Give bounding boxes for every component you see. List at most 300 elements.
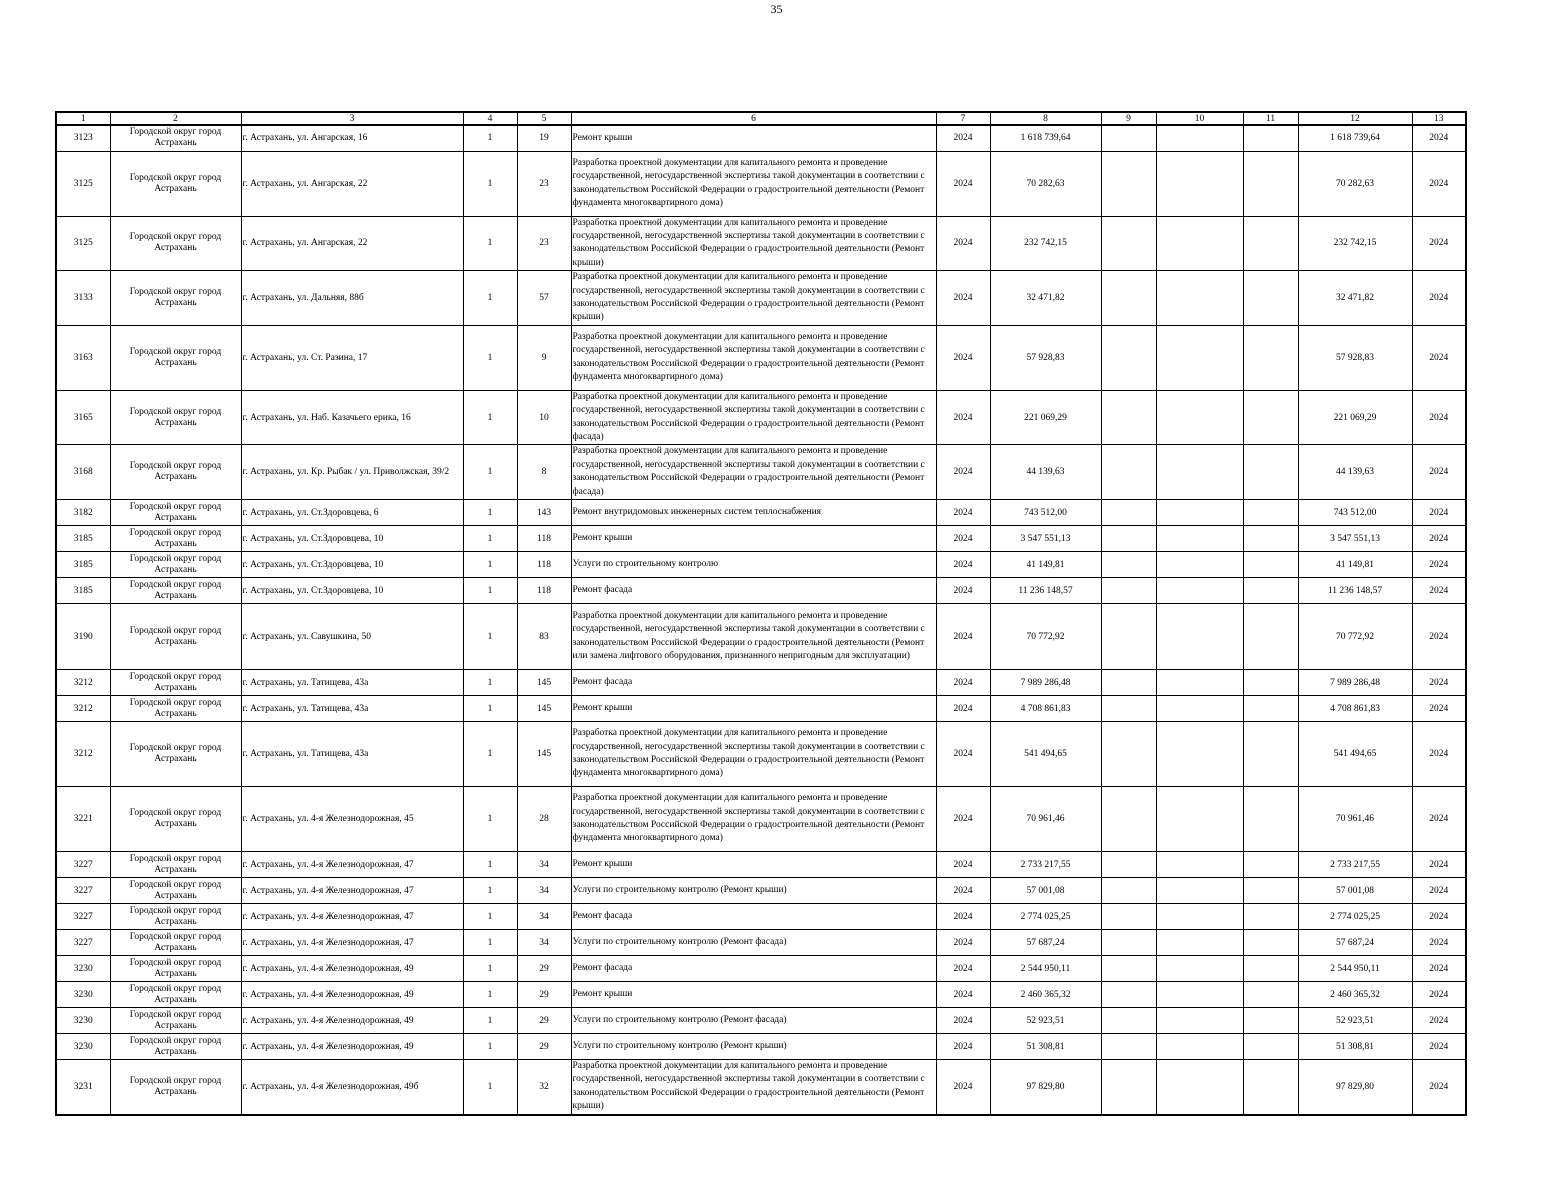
- work-description-cell: Разработка проектной документации для капитального ремонта и проведение государственной, негосударственной экспертизы такой документации в соответствии с законодательством Российской Федерации о градостроительной деятельности (Ремонт или замена лифтового оборудования, признанного непригодным для эксплуатации): [571, 604, 936, 670]
- column-header: 6: [571, 112, 936, 125]
- col4-cell: 1: [463, 151, 517, 216]
- work-description-cell: Разработка проектной документации для капитального ремонта и проведение государственной, негосударственной экспертизы такой документации в соответствии с законодательством Российской Федерации о градостроительной деятельности (Ремонт фасада): [571, 390, 936, 445]
- address-cell: г. Астрахань, ул. Ангарская, 22: [241, 216, 463, 271]
- municipality-cell: Городской округ город Астрахань: [110, 271, 241, 326]
- col13-cell: 2024: [1412, 526, 1466, 552]
- col13-cell: 2024: [1412, 930, 1466, 956]
- year-cell: 2024: [936, 325, 990, 390]
- address-cell: г. Астрахань, ул. Ст.Здоровцева, 10: [241, 552, 463, 578]
- col12-cell: 2 544 950,11: [1298, 956, 1412, 982]
- col12-cell: 4 708 861,83: [1298, 696, 1412, 722]
- table-row: [56, 526, 1466, 552]
- work-description-cell: Ремонт крыши: [571, 696, 936, 722]
- municipality-cell: Городской округ город Астрахань: [110, 1060, 241, 1115]
- id-cell: 3125: [56, 216, 110, 271]
- table-row: [56, 878, 1466, 904]
- col10-cell: [1156, 216, 1243, 271]
- col5-cell: 118: [517, 526, 571, 552]
- cost-cell: 1 618 739,64: [990, 125, 1101, 151]
- col5-cell: 143: [517, 500, 571, 526]
- col10-cell: [1156, 878, 1243, 904]
- address-cell: г. Астрахань, ул. Ст.Здоровцева, 10: [241, 578, 463, 604]
- col11-cell: [1243, 1008, 1298, 1034]
- id-cell: 3227: [56, 930, 110, 956]
- table-row: [56, 852, 1466, 878]
- col13-cell: 2024: [1412, 604, 1466, 670]
- cost-cell: 4 708 861,83: [990, 696, 1101, 722]
- col4-cell: 1: [463, 390, 517, 445]
- address-cell: г. Астрахань, ул. Ст.Здоровцева, 6: [241, 500, 463, 526]
- table-row: [56, 696, 1466, 722]
- col10-cell: [1156, 552, 1243, 578]
- col4-cell: 1: [463, 526, 517, 552]
- work-description-cell: Услуги по строительному контролю (Ремонт крыши): [571, 878, 936, 904]
- repair-plan-table: [55, 111, 1467, 1116]
- work-description-cell: Ремонт внутридомовых инженерных систем теплоснабжения: [571, 500, 936, 526]
- year-cell: 2024: [936, 526, 990, 552]
- municipality-cell: Городской округ город Астрахань: [110, 578, 241, 604]
- id-cell: 3133: [56, 271, 110, 326]
- id-cell: 3227: [56, 878, 110, 904]
- year-cell: 2024: [936, 1008, 990, 1034]
- year-cell: 2024: [936, 696, 990, 722]
- col5-cell: 28: [517, 787, 571, 852]
- col10-cell: [1156, 787, 1243, 852]
- municipality-cell: Городской округ город Астрахань: [110, 604, 241, 670]
- id-cell: 3230: [56, 1008, 110, 1034]
- year-cell: 2024: [936, 1034, 990, 1060]
- page-number: 35: [770, 2, 783, 16]
- year-cell: 2024: [936, 852, 990, 878]
- address-cell: г. Астрахань, ул. Ангарская, 22: [241, 151, 463, 216]
- col12-cell: 11 236 148,57: [1298, 578, 1412, 604]
- col13-cell: 2024: [1412, 500, 1466, 526]
- col4-cell: 1: [463, 904, 517, 930]
- col11-cell: [1243, 445, 1298, 500]
- work-description-cell: Ремонт фасада: [571, 578, 936, 604]
- col9-cell: [1101, 956, 1156, 982]
- table-row: [56, 151, 1466, 216]
- col4-cell: 1: [463, 271, 517, 326]
- col9-cell: [1101, 1060, 1156, 1115]
- municipality-cell: Городской округ город Астрахань: [110, 904, 241, 930]
- municipality-cell: Городской округ город Астрахань: [110, 500, 241, 526]
- table-row: [56, 670, 1466, 696]
- col12-cell: 41 149,81: [1298, 552, 1412, 578]
- table-row: [56, 722, 1466, 787]
- col5-cell: 29: [517, 1008, 571, 1034]
- col10-cell: [1156, 696, 1243, 722]
- col9-cell: [1101, 982, 1156, 1008]
- column-header: 9: [1101, 112, 1156, 125]
- work-description-cell: Разработка проектной документации для капитального ремонта и проведение государственной, негосударственной экспертизы такой документации в соответствии с законодательством Российской Федерации о градостроительной деятельности (Ремонт фундамента многоквартирного дома): [571, 722, 936, 787]
- municipality-cell: Городской округ город Астрахань: [110, 1034, 241, 1060]
- col11-cell: [1243, 125, 1298, 151]
- address-cell: г. Астрахань, ул. 4-я Железнодорожная, 49: [241, 1034, 463, 1060]
- col10-cell: [1156, 982, 1243, 1008]
- col10-cell: [1156, 271, 1243, 326]
- work-description-cell: Ремонт крыши: [571, 125, 936, 151]
- cost-cell: 32 471,82: [990, 271, 1101, 326]
- col5-cell: 57: [517, 271, 571, 326]
- year-cell: 2024: [936, 271, 990, 326]
- col11-cell: [1243, 1060, 1298, 1115]
- municipality-cell: Городской округ город Астрахань: [110, 722, 241, 787]
- col12-cell: 221 069,29: [1298, 390, 1412, 445]
- col10-cell: [1156, 578, 1243, 604]
- col11-cell: [1243, 878, 1298, 904]
- table-row: [56, 1034, 1466, 1060]
- address-cell: г. Астрахань, ул. Татищева, 43а: [241, 670, 463, 696]
- col9-cell: [1101, 151, 1156, 216]
- id-cell: 3212: [56, 696, 110, 722]
- col10-cell: [1156, 325, 1243, 390]
- cost-cell: 70 282,63: [990, 151, 1101, 216]
- id-cell: 3230: [56, 982, 110, 1008]
- address-cell: г. Астрахань, ул. Татищева, 43а: [241, 696, 463, 722]
- cost-cell: 57 928,83: [990, 325, 1101, 390]
- col13-cell: 2024: [1412, 216, 1466, 271]
- municipality-cell: Городской округ город Астрахань: [110, 390, 241, 445]
- col9-cell: [1101, 216, 1156, 271]
- year-cell: 2024: [936, 151, 990, 216]
- col11-cell: [1243, 390, 1298, 445]
- table-row: [56, 125, 1466, 151]
- municipality-cell: Городской округ город Астрахань: [110, 982, 241, 1008]
- col12-cell: 3 547 551,13: [1298, 526, 1412, 552]
- cost-cell: 221 069,29: [990, 390, 1101, 445]
- col4-cell: 1: [463, 930, 517, 956]
- table-row: [56, 552, 1466, 578]
- work-description-cell: Разработка проектной документации для капитального ремонта и проведение государственной, негосударственной экспертизы такой документации в соответствии с законодательством Российской Федерации о градостроительной деятельности (Ремонт крыши): [571, 271, 936, 326]
- col4-cell: 1: [463, 552, 517, 578]
- cost-cell: 7 989 286,48: [990, 670, 1101, 696]
- year-cell: 2024: [936, 552, 990, 578]
- col13-cell: 2024: [1412, 956, 1466, 982]
- col5-cell: 29: [517, 956, 571, 982]
- col12-cell: 57 928,83: [1298, 325, 1412, 390]
- id-cell: 3221: [56, 787, 110, 852]
- year-cell: 2024: [936, 904, 990, 930]
- cost-cell: 2 733 217,55: [990, 852, 1101, 878]
- col12-cell: 32 471,82: [1298, 271, 1412, 326]
- address-cell: г. Астрахань, ул. 4-я Железнодорожная, 47: [241, 852, 463, 878]
- year-cell: 2024: [936, 125, 990, 151]
- column-header: 3: [241, 112, 463, 125]
- column-header: 11: [1243, 112, 1298, 125]
- id-cell: 3168: [56, 445, 110, 500]
- col5-cell: 32: [517, 1060, 571, 1115]
- col13-cell: 2024: [1412, 670, 1466, 696]
- work-description-cell: Ремонт фасада: [571, 904, 936, 930]
- col5-cell: 118: [517, 552, 571, 578]
- col12-cell: 7 989 286,48: [1298, 670, 1412, 696]
- work-description-cell: Услуги по строительному контролю: [571, 552, 936, 578]
- col10-cell: [1156, 956, 1243, 982]
- col5-cell: 29: [517, 982, 571, 1008]
- col5-cell: 145: [517, 670, 571, 696]
- col11-cell: [1243, 787, 1298, 852]
- col9-cell: [1101, 696, 1156, 722]
- work-description-cell: Разработка проектной документации для капитального ремонта и проведение государственной, негосударственной экспертизы такой документации в соответствии с законодательством Российской Федерации о градостроительной деятельности (Ремонт фасада): [571, 445, 936, 500]
- col4-cell: 1: [463, 982, 517, 1008]
- col13-cell: 2024: [1412, 1008, 1466, 1034]
- table-row: [56, 578, 1466, 604]
- col13-cell: 2024: [1412, 325, 1466, 390]
- col13-cell: 2024: [1412, 445, 1466, 500]
- table-row: [56, 445, 1466, 500]
- cost-cell: 3 547 551,13: [990, 526, 1101, 552]
- col12-cell: 743 512,00: [1298, 500, 1412, 526]
- col4-cell: 1: [463, 325, 517, 390]
- col13-cell: 2024: [1412, 722, 1466, 787]
- col4-cell: 1: [463, 670, 517, 696]
- col5-cell: 9: [517, 325, 571, 390]
- municipality-cell: Городской округ город Астрахань: [110, 878, 241, 904]
- year-cell: 2024: [936, 390, 990, 445]
- id-cell: 3185: [56, 552, 110, 578]
- cost-cell: 2 774 025,25: [990, 904, 1101, 930]
- address-cell: г. Астрахань, ул. 4-я Железнодорожная, 47: [241, 904, 463, 930]
- col11-cell: [1243, 500, 1298, 526]
- municipality-cell: Городской округ город Астрахань: [110, 670, 241, 696]
- work-description-cell: Ремонт фасада: [571, 670, 936, 696]
- col5-cell: 8: [517, 445, 571, 500]
- col11-cell: [1243, 696, 1298, 722]
- cost-cell: 97 829,80: [990, 1060, 1101, 1115]
- col5-cell: 19: [517, 125, 571, 151]
- col11-cell: [1243, 325, 1298, 390]
- col10-cell: [1156, 125, 1243, 151]
- col4-cell: 1: [463, 722, 517, 787]
- year-cell: 2024: [936, 445, 990, 500]
- work-description-cell: Ремонт крыши: [571, 982, 936, 1008]
- col9-cell: [1101, 578, 1156, 604]
- column-header: 1: [56, 112, 110, 125]
- col5-cell: 34: [517, 852, 571, 878]
- col12-cell: 97 829,80: [1298, 1060, 1412, 1115]
- col12-cell: 51 308,81: [1298, 1034, 1412, 1060]
- table-row: [56, 216, 1466, 271]
- col5-cell: 34: [517, 878, 571, 904]
- work-description-cell: Разработка проектной документации для капитального ремонта и проведение государственной, негосударственной экспертизы такой документации в соответствии с законодательством Российской Федерации о градостроительной деятельности (Ремонт фундамента многоквартирного дома): [571, 325, 936, 390]
- col13-cell: 2024: [1412, 578, 1466, 604]
- column-header: 5: [517, 112, 571, 125]
- municipality-cell: Городской округ город Астрахань: [110, 956, 241, 982]
- col13-cell: 2024: [1412, 787, 1466, 852]
- col10-cell: [1156, 904, 1243, 930]
- cost-cell: 44 139,63: [990, 445, 1101, 500]
- col5-cell: 34: [517, 930, 571, 956]
- col9-cell: [1101, 1034, 1156, 1060]
- col4-cell: 1: [463, 1034, 517, 1060]
- address-cell: г. Астрахань, ул. 4-я Железнодорожная, 49: [241, 1008, 463, 1034]
- column-header: 2: [110, 112, 241, 125]
- cost-cell: 52 923,51: [990, 1008, 1101, 1034]
- col12-cell: 44 139,63: [1298, 445, 1412, 500]
- table-row: [56, 956, 1466, 982]
- work-description-cell: Ремонт фасада: [571, 956, 936, 982]
- id-cell: 3230: [56, 956, 110, 982]
- col4-cell: 1: [463, 604, 517, 670]
- id-cell: 3212: [56, 670, 110, 696]
- col10-cell: [1156, 1060, 1243, 1115]
- municipality-cell: Городской округ город Астрахань: [110, 930, 241, 956]
- address-cell: г. Астрахань, ул. 4-я Железнодорожная, 49: [241, 956, 463, 982]
- col12-cell: 57 001,08: [1298, 878, 1412, 904]
- col13-cell: 2024: [1412, 1060, 1466, 1115]
- address-cell: г. Астрахань, ул. Наб. Казачьего ерика, 16: [241, 390, 463, 445]
- year-cell: 2024: [936, 670, 990, 696]
- col10-cell: [1156, 526, 1243, 552]
- col10-cell: [1156, 151, 1243, 216]
- col11-cell: [1243, 722, 1298, 787]
- col9-cell: [1101, 787, 1156, 852]
- address-cell: г. Астрахань, ул. Дальняя, 88б: [241, 271, 463, 326]
- cost-cell: 2 544 950,11: [990, 956, 1101, 982]
- id-cell: 3212: [56, 722, 110, 787]
- col5-cell: 145: [517, 722, 571, 787]
- table-row: [56, 604, 1466, 670]
- municipality-cell: Городской округ город Астрахань: [110, 552, 241, 578]
- cost-cell: 41 149,81: [990, 552, 1101, 578]
- work-description-cell: Ремонт крыши: [571, 852, 936, 878]
- municipality-cell: Городской округ город Астрахань: [110, 325, 241, 390]
- table-row: [56, 1008, 1466, 1034]
- col4-cell: 1: [463, 1060, 517, 1115]
- col9-cell: [1101, 500, 1156, 526]
- col10-cell: [1156, 722, 1243, 787]
- municipality-cell: Городской округ город Астрахань: [110, 445, 241, 500]
- col5-cell: 145: [517, 696, 571, 722]
- col4-cell: 1: [463, 125, 517, 151]
- address-cell: г. Астрахань, ул. 4-я Железнодорожная, 45: [241, 787, 463, 852]
- address-cell: г. Астрахань, ул. 4-я Железнодорожная, 47: [241, 878, 463, 904]
- municipality-cell: Городской округ город Астрахань: [110, 696, 241, 722]
- municipality-cell: Городской округ город Астрахань: [110, 787, 241, 852]
- address-cell: г. Астрахань, ул. Татищева, 43а: [241, 722, 463, 787]
- municipality-cell: Городской округ город Астрахань: [110, 852, 241, 878]
- address-cell: г. Астрахань, ул. 4-я Железнодорожная, 47: [241, 930, 463, 956]
- table-row: [56, 390, 1466, 445]
- col10-cell: [1156, 500, 1243, 526]
- work-description-cell: Разработка проектной документации для капитального ремонта и проведение государственной, негосударственной экспертизы такой документации в соответствии с законодательством Российской Федерации о градостроительной деятельности (Ремонт фундамента многоквартирного дома): [571, 151, 936, 216]
- col4-cell: 1: [463, 578, 517, 604]
- col13-cell: 2024: [1412, 1034, 1466, 1060]
- id-cell: 3182: [56, 500, 110, 526]
- year-cell: 2024: [936, 722, 990, 787]
- col9-cell: [1101, 125, 1156, 151]
- cost-cell: 541 494,65: [990, 722, 1101, 787]
- cost-cell: 70 961,46: [990, 787, 1101, 852]
- work-description-cell: Услуги по строительному контролю (Ремонт фасада): [571, 1008, 936, 1034]
- col11-cell: [1243, 526, 1298, 552]
- col9-cell: [1101, 325, 1156, 390]
- address-cell: г. Астрахань, ул. Ангарская, 16: [241, 125, 463, 151]
- cost-cell: 232 742,15: [990, 216, 1101, 271]
- year-cell: 2024: [936, 216, 990, 271]
- col9-cell: [1101, 930, 1156, 956]
- cost-cell: 2 460 365,32: [990, 982, 1101, 1008]
- table-row: [56, 904, 1466, 930]
- col10-cell: [1156, 390, 1243, 445]
- year-cell: 2024: [936, 578, 990, 604]
- col5-cell: 29: [517, 1034, 571, 1060]
- table-row: [56, 787, 1466, 852]
- column-header: 8: [990, 112, 1101, 125]
- col11-cell: [1243, 151, 1298, 216]
- col12-cell: 2 460 365,32: [1298, 982, 1412, 1008]
- municipality-cell: Городской округ город Астрахань: [110, 1008, 241, 1034]
- id-cell: 3227: [56, 852, 110, 878]
- col4-cell: 1: [463, 500, 517, 526]
- col4-cell: 1: [463, 787, 517, 852]
- address-cell: г. Астрахань, ул. 4-я Железнодорожная, 49б: [241, 1060, 463, 1115]
- address-cell: г. Астрахань, ул. 4-я Железнодорожная, 49: [241, 982, 463, 1008]
- col13-cell: 2024: [1412, 696, 1466, 722]
- col13-cell: 2024: [1412, 904, 1466, 930]
- col9-cell: [1101, 445, 1156, 500]
- col9-cell: [1101, 526, 1156, 552]
- id-cell: 3163: [56, 325, 110, 390]
- col12-cell: 57 687,24: [1298, 930, 1412, 956]
- work-description-cell: Разработка проектной документации для капитального ремонта и проведение государственной, негосударственной экспертизы такой документации в соответствии с законодательством Российской Федерации о градостроительной деятельности (Ремонт крыши): [571, 216, 936, 271]
- year-cell: 2024: [936, 1060, 990, 1115]
- col13-cell: 2024: [1412, 982, 1466, 1008]
- id-cell: 3165: [56, 390, 110, 445]
- col13-cell: 2024: [1412, 151, 1466, 216]
- col13-cell: 2024: [1412, 878, 1466, 904]
- column-header: 7: [936, 112, 990, 125]
- col11-cell: [1243, 956, 1298, 982]
- col9-cell: [1101, 271, 1156, 326]
- table-row: [56, 930, 1466, 956]
- municipality-cell: Городской округ город Астрахань: [110, 216, 241, 271]
- col13-cell: 2024: [1412, 852, 1466, 878]
- col4-cell: 1: [463, 956, 517, 982]
- municipality-cell: Городской округ город Астрахань: [110, 125, 241, 151]
- col12-cell: 52 923,51: [1298, 1008, 1412, 1034]
- year-cell: 2024: [936, 500, 990, 526]
- col13-cell: 2024: [1412, 390, 1466, 445]
- col13-cell: 2024: [1412, 271, 1466, 326]
- col5-cell: 23: [517, 216, 571, 271]
- cost-cell: 743 512,00: [990, 500, 1101, 526]
- col11-cell: [1243, 670, 1298, 696]
- col11-cell: [1243, 216, 1298, 271]
- col12-cell: 541 494,65: [1298, 722, 1412, 787]
- work-description-cell: Разработка проектной документации для капитального ремонта и проведение государственной, негосударственной экспертизы такой документации в соответствии с законодательством Российской Федерации о градостроительной деятельности (Ремонт фундамента многоквартирного дома): [571, 787, 936, 852]
- col9-cell: [1101, 1008, 1156, 1034]
- col11-cell: [1243, 604, 1298, 670]
- year-cell: 2024: [936, 604, 990, 670]
- table-row: [56, 325, 1466, 390]
- table-row: [56, 982, 1466, 1008]
- id-cell: 3230: [56, 1034, 110, 1060]
- col9-cell: [1101, 552, 1156, 578]
- work-description-cell: Услуги по строительному контролю (Ремонт крыши): [571, 1034, 936, 1060]
- col5-cell: 34: [517, 904, 571, 930]
- col10-cell: [1156, 930, 1243, 956]
- col9-cell: [1101, 390, 1156, 445]
- col11-cell: [1243, 982, 1298, 1008]
- col4-cell: 1: [463, 878, 517, 904]
- address-cell: г. Астрахань, ул. Ст. Разина, 17: [241, 325, 463, 390]
- col5-cell: 83: [517, 604, 571, 670]
- cost-cell: 70 772,92: [990, 604, 1101, 670]
- id-cell: 3125: [56, 151, 110, 216]
- col10-cell: [1156, 670, 1243, 696]
